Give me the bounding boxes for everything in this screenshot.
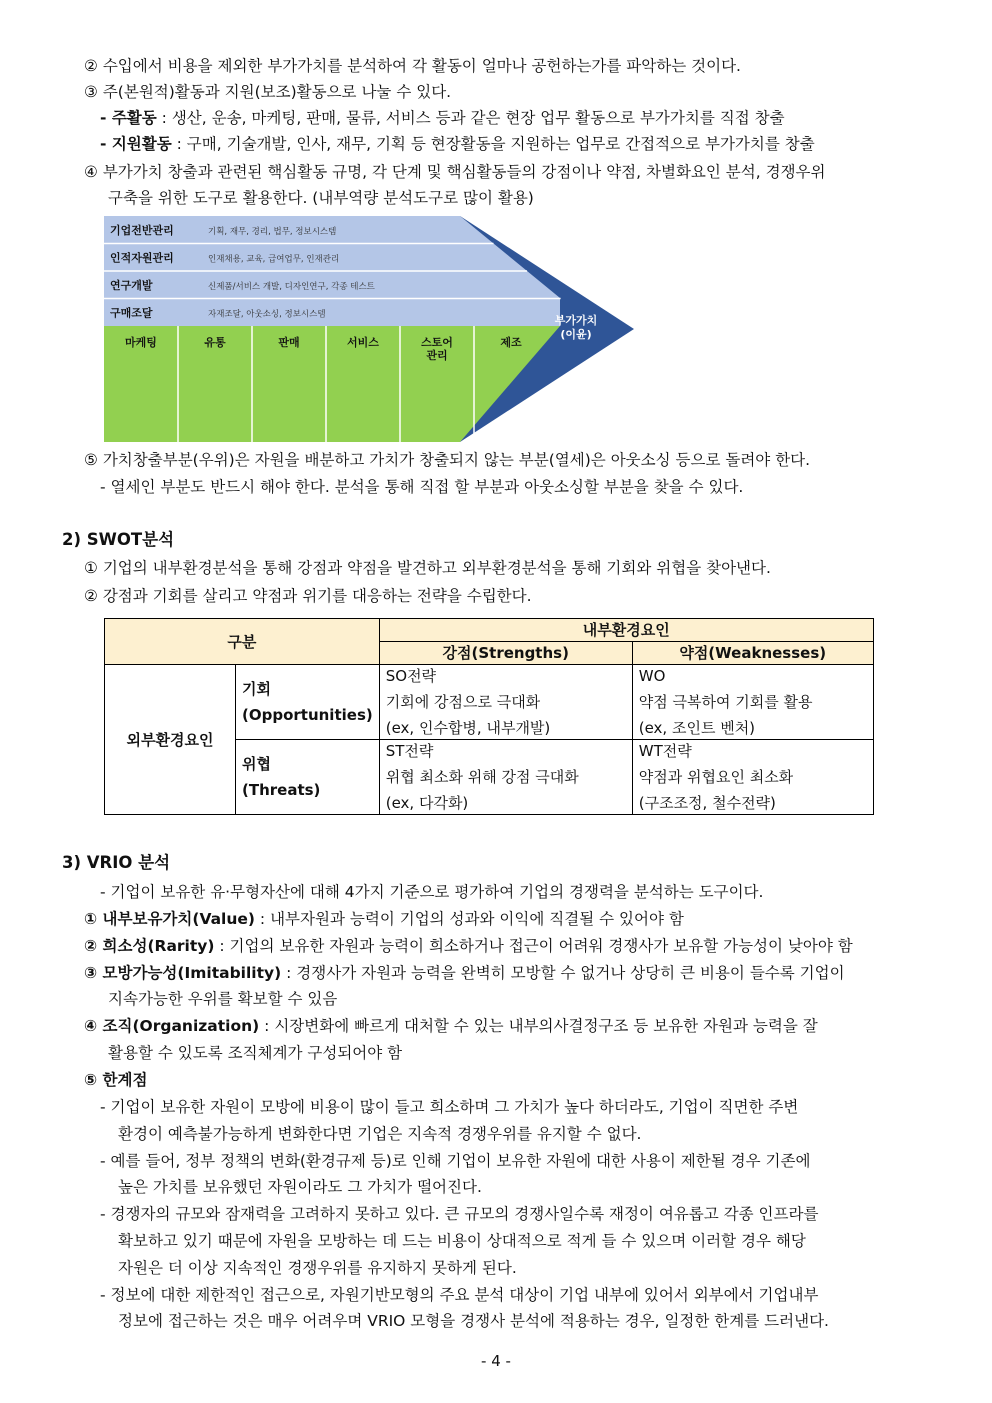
wo-example: (ex, 조인트 벤처) [638, 719, 756, 737]
intro-item-3: ③ 주(본원적)활동과 지원(보조)활동으로 나눌 수 있다. [84, 83, 452, 101]
swot-corner: 구분 [105, 619, 380, 665]
support-activity-label: 구매조달 [110, 306, 153, 320]
swot-so-cell [379, 665, 632, 740]
limit-line-3: - 예를 들어, 정부 정책의 변화(환경규제 등)로 인해 기업이 보유한 자원에 대한 사용이 제한될 경우 기존에 [100, 1152, 811, 1170]
primary-activity-label: 판매 [278, 336, 300, 349]
wt-example: (구조조정, 철수전략) [638, 794, 776, 812]
threats-en: (Threats) [242, 781, 321, 799]
primary-activity-label: 마케팅 [125, 336, 157, 349]
value-chain-diagram [104, 216, 634, 442]
vrio-organization-cont: 활용할 수 있도록 조직체계가 구성되어야 함 [108, 1044, 403, 1062]
support-activity-desc: 인재채용, 교육, 급여업무, 인재관리 [208, 254, 340, 265]
vrio-rarity-text: : 기업의 보유한 자원과 능력이 희소하거나 접근이 어려워 경쟁사가 보유할 가능성이 낮아야 함 [214, 937, 853, 955]
vrio-imitability [84, 963, 845, 983]
vrio-imitability-text: : 경쟁사가 자원과 능력을 완벽히 모방할 수 없거나 상당히 큰 비용이 들수록 기업이 [281, 964, 845, 982]
swot-external-label: 외부환경요인 [105, 665, 236, 815]
swot-wo-cell [632, 665, 873, 740]
item-5: ⑤ 가치창출부분(우위)은 자원을 배분하고 가치가 창출되지 않는 부분(열세)은 아웃소싱 등으로 돌려야 한다. [84, 451, 811, 469]
intro-item-4-line1: ④ 부가가치 창출과 관련된 핵심활동 규명, 각 단계 및 핵심활동들의 강점이나 약점, 차별화요인 분석, 경쟁우위 [84, 163, 826, 181]
primary-activity-label: 스토어 [421, 336, 453, 349]
vrio-limits-label: ⑤ 한계점 [84, 1071, 148, 1089]
vrio-imitability-label: ③ 모방가능성(Imitability) [84, 964, 282, 982]
swot-internal-header: 내부환경요인 [379, 619, 873, 642]
primary-activity-label: 관리 [426, 349, 448, 362]
swot-st-cell [379, 740, 632, 815]
support-activity-desc: 기획, 재무, 경리, 법무, 정보시스템 [208, 227, 337, 237]
support-activity-label: 연구개발 [110, 279, 153, 292]
swot-item-2: ② 강점과 기회를 살리고 약점과 위기를 대응하는 전략을 수립한다. [84, 587, 532, 605]
vrio-imitability-cont: 지속가능한 우위를 확보할 수 있음 [108, 990, 338, 1008]
margin-label-line1: 부가가치 [554, 314, 598, 327]
st-title: ST전략 [385, 742, 434, 760]
swot-threats-label [236, 740, 380, 815]
primary-activity-label: 서비스 [347, 336, 379, 349]
limit-line-5: - 경쟁자의 규모와 잠재력을 고려하지 못하고 있다. 큰 규모의 경쟁사일수록 재정이 여유롭고 각종 인프라를 [100, 1205, 819, 1223]
vrio-value [84, 909, 684, 929]
threats-kr: 위협 [242, 755, 271, 773]
swot-strengths-header: 강점(Strengths) [379, 642, 632, 665]
limit-line-4: 높은 가치를 보유했던 자원이라도 그 가치가 떨어진다. [118, 1178, 482, 1196]
support-activity-line [100, 134, 815, 154]
swot-table [104, 618, 874, 815]
page-number: - 4 - [481, 1352, 511, 1370]
swot-heading: 2) SWOT분석 [62, 530, 175, 549]
primary-activity-label: - 주활동 [100, 109, 157, 127]
intro-item-2: ② 수입에서 비용을 제외한 부가가치를 분석하여 각 활동이 얼마나 공헌하는가를 파악하는 것이다. [84, 57, 741, 75]
swot-weaknesses-header: 약점(Weaknesses) [632, 642, 873, 665]
so-title: SO전략 [385, 667, 437, 685]
opportunities-kr: 기회 [242, 680, 271, 698]
support-activity-desc: 자재조달, 아웃소싱, 정보시스템 [208, 309, 326, 320]
st-desc: 위협 최소화 위해 강점 극대화 [385, 768, 579, 786]
wt-desc: 약점과 위협요인 최소화 [638, 768, 794, 786]
primary-activity-line [100, 108, 785, 128]
so-desc: 기회에 강점으로 극대화 [385, 693, 541, 711]
swot-opportunities-label [236, 665, 380, 740]
margin-label-line2: (이윤) [560, 328, 592, 341]
opportunities-en: (Opportunities) [242, 706, 373, 724]
vrio-organization-label: ④ 조직(Organization) [84, 1017, 260, 1035]
primary-activities-band [104, 326, 560, 442]
so-example: (ex, 인수합병, 내부개발) [385, 719, 551, 737]
limit-line-2: 환경이 예측불가능하게 변화한다면 기업은 지속적 경쟁우위를 유지할 수 없다. [118, 1125, 642, 1143]
support-activity-desc: 신제품/서비스 개발, 디자인연구, 각종 테스트 [208, 282, 375, 292]
vrio-intro: - 기업이 보유한 유·무형자산에 대해 4가지 기준으로 평가하여 기업의 경쟁력을 분석하는 도구이다. [100, 883, 764, 901]
limit-line-6: 확보하고 있기 때문에 자원을 모방하는 데 드는 비용이 상대적으로 적게 들 수 있으며 이러할 경우 해당 [118, 1232, 806, 1250]
support-activity-label: 기업전반관리 [110, 224, 174, 237]
st-example: (ex, 다각화) [385, 794, 469, 812]
vrio-rarity [84, 936, 853, 956]
wo-desc: 약점 극복하여 기회를 활용 [638, 693, 813, 711]
limit-line-1: - 기업이 보유한 자원이 모방에 비용이 많이 들고 희소하며 그 가치가 높다 하더라도, 기업이 직면한 주변 [100, 1098, 799, 1116]
primary-activity-text: : 생산, 운송, 마케팅, 판매, 물류, 서비스 등과 같은 현장 업무 활동으로 부가가치를 직접 창출 [156, 109, 785, 127]
vrio-value-label: ① 내부보유가치(Value) [84, 910, 255, 928]
limit-line-8: - 정보에 대한 제한적인 접근으로, 자원기반모형의 주요 분석 대상이 기업 내부에 있어서 외부에서 기업내부 [100, 1286, 819, 1304]
intro-item-4-line2: 구축을 위한 도구로 활용한다. (내부역량 분석도구로 많이 활용) [108, 189, 534, 207]
primary-activity-label: 유통 [204, 336, 226, 349]
swot-item-1: ① 기업의 내부환경분석을 통해 강점과 약점을 발견하고 외부환경분석을 통해 기회와 위협을 찾아낸다. [84, 559, 771, 577]
vrio-heading: 3) VRIO 분석 [62, 853, 171, 872]
limit-line-9: 정보에 접근하는 것은 매우 어려우며 VRIO 모형을 경쟁사 분석에 적용하는 경우, 일정한 한계를 드러낸다. [118, 1312, 829, 1330]
primary-activity-label: 제조 [500, 336, 522, 349]
item-5-sub: - 열세인 부분도 반드시 해야 한다. 분석을 통해 직접 할 부분과 아웃소싱할 부분을 찾을 수 있다. [100, 478, 744, 496]
vrio-value-text: : 내부자원과 능력이 기업의 성과와 이익에 직결될 수 있어야 함 [255, 910, 684, 928]
wo-title: WO [638, 667, 666, 685]
support-activity-label: 인적자원관리 [110, 251, 174, 265]
limit-line-7: 자원은 더 이상 지속적인 경쟁우위를 유지하지 못하게 된다. [118, 1259, 517, 1277]
wt-title: WT전략 [638, 742, 692, 760]
swot-wt-cell [632, 740, 873, 815]
support-activity-label: - 지원활동 [100, 135, 172, 153]
support-activity-text: : 구매, 기술개발, 인사, 재무, 기획 등 현장활동을 지원하는 업무로 간접적으로 부가가치를 창출 [171, 135, 815, 153]
vrio-organization-text: : 시장변화에 빠르게 대처할 수 있는 내부의사결정구조 등 보유한 자원과 능력을 잘 [259, 1017, 818, 1035]
vrio-rarity-label: ② 희소성(Rarity) [84, 937, 215, 955]
vrio-organization [84, 1016, 818, 1036]
